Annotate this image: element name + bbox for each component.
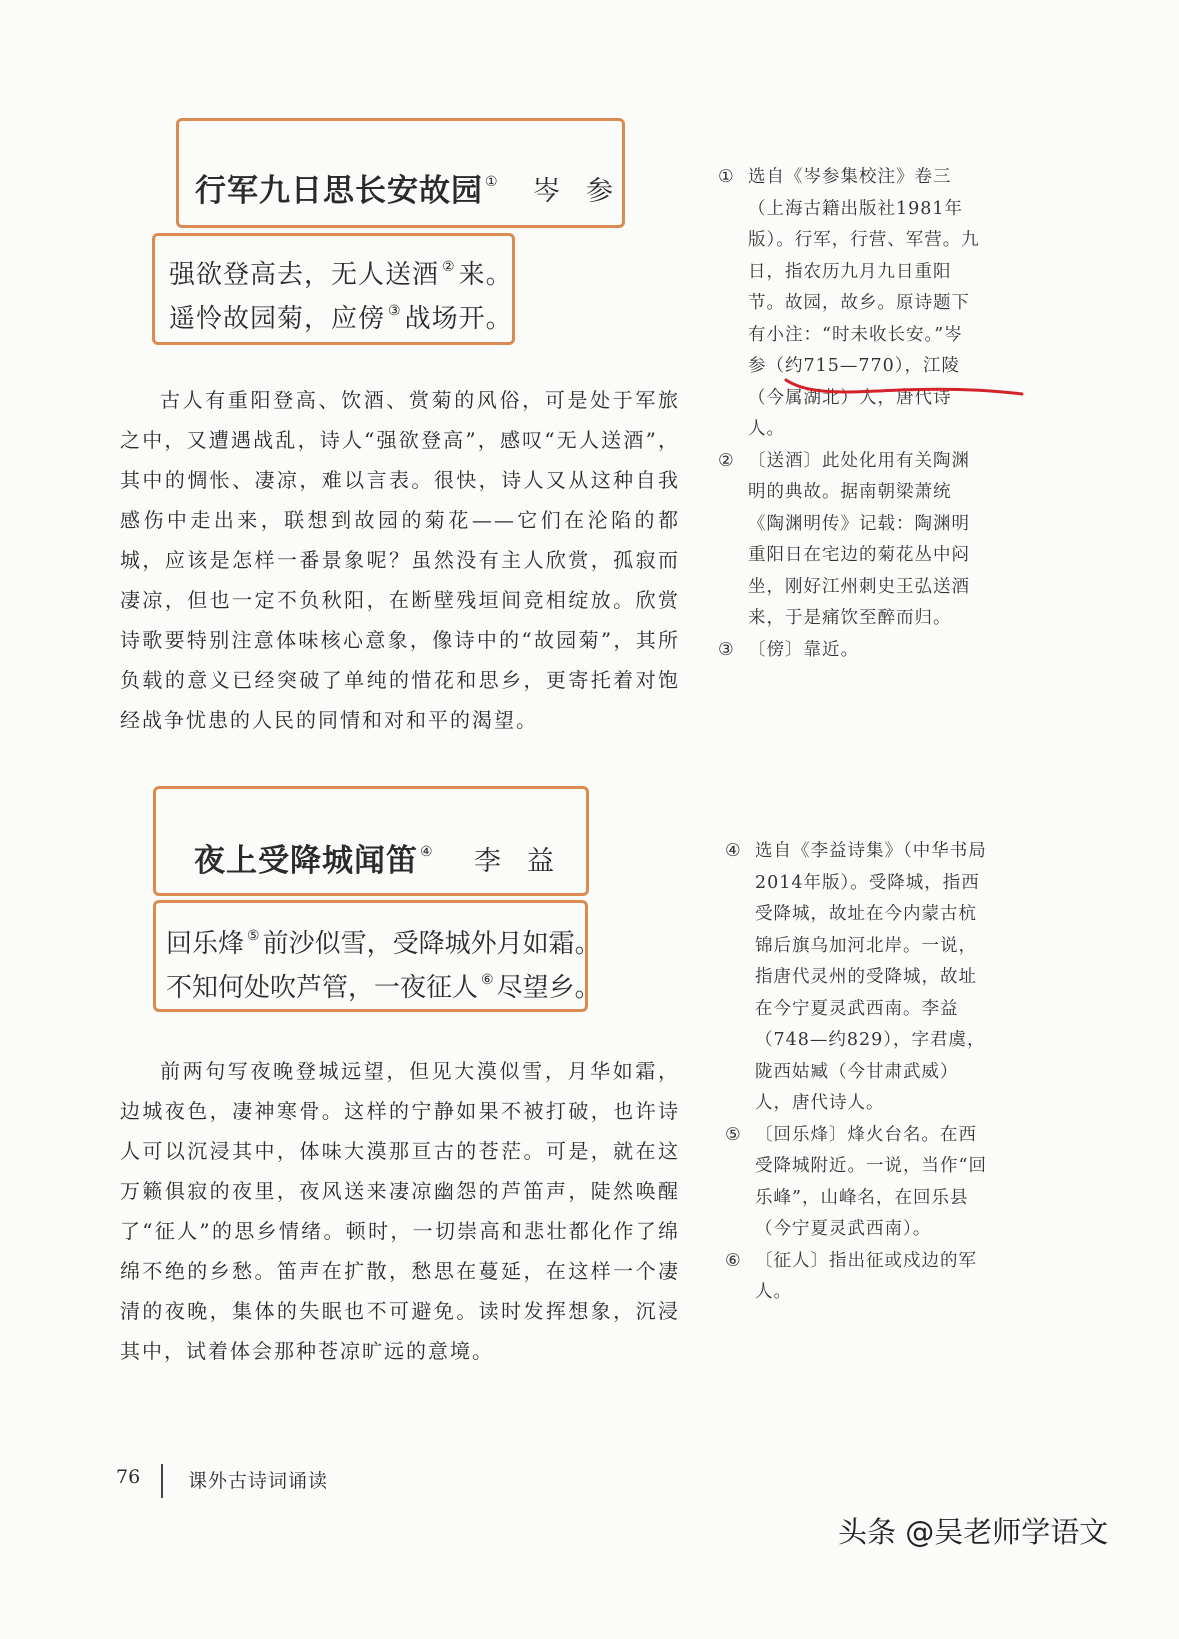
- poem1-verse-box: [152, 233, 515, 345]
- note-5-text: 〔回乐烽〕烽火台名。在西受降城附近。一说，当作“回乐峰”，山峰名，在回乐县（今宁夏灵武西南）。: [755, 1124, 987, 1239]
- poem2-line2-b: 尽望乡。: [496, 973, 601, 1003]
- poem2-title: [194, 835, 434, 880]
- note-4-text: 选自《李益诗集》（中华书局2014年版）。受降城，指西受降城，故址在今内蒙古杭锦后旗乌加河北岸。一说，指唐代灵州的受降城，故址在今宁夏灵武西南。李益（748—约829），字君虞，陇西姑臧（今甘肃武威）人，唐代诗人。: [755, 841, 987, 1113]
- note-2: [718, 446, 980, 635]
- note-1-text: 选自《岑参集校注》卷三（上海古籍出版社1981年版）。行军，行营、军营。九日，指农历九月九日重阳节。故园，故乡。原诗题下有小注：“时未收长安。”岑参（约715—770），江陵（今属湖北）人，唐代诗人。: [748, 167, 980, 439]
- poem1-notes: [718, 162, 980, 666]
- poem2-commentary: [120, 1051, 680, 1371]
- note-1: [718, 162, 980, 446]
- note-5: [725, 1120, 987, 1246]
- note-4: [725, 836, 987, 1120]
- poem2-line2-footnote: ⑥: [481, 972, 494, 988]
- poem2-line2: [166, 967, 601, 1004]
- poem2-line1-b: 前沙似雪，受降城外月如霜。: [262, 929, 601, 959]
- poem1-title: [195, 165, 499, 210]
- poem2-line1-a: 回乐烽: [166, 929, 245, 959]
- poem1-line2: [169, 298, 513, 335]
- poem2-verse-box: [153, 900, 601, 1012]
- poem2-title-footnote: ④: [420, 844, 434, 860]
- poem1-commentary-text: 古人有重阳登高、饮酒、赏菊的风俗，可是处于军旅之中，又遭遇战乱，诗人“强欲登高”，感叹“无人送酒”，其中的惆怅、凄凉，难以言表。很快，诗人又从这种自我感伤中走出来，联想到故园的菊花——它们在沦陷的都城，应该是怎样一番景象呢？虽然没有主人欣赏，孤寂而凄凉，但也一定不负秋阳，在断壁残垣间竞相绽放。欣赏诗歌要特别注意体味核心意象，像诗中的“故园菊”，其所负载的意义已经突破了单纯的惜花和思乡，更寄托着对饱经战争忧患的人民的同情和对和平的渴望。: [120, 388, 680, 732]
- poem1-line1-b: 来。: [458, 260, 513, 290]
- footer-section-title: 课外古诗词诵读: [188, 1470, 329, 1492]
- note-4-number: ④: [725, 841, 742, 861]
- poem2-title-text: 夜上受降城闻笛: [194, 843, 418, 879]
- footer-divider: [161, 1464, 163, 1498]
- poem1-line2-footnote: ③: [388, 303, 402, 319]
- poem1-author: 岑参: [533, 176, 639, 207]
- note-2-number: ②: [718, 450, 735, 471]
- poem1-title-text: 行军九日思长安故园: [195, 173, 483, 209]
- poem1-commentary: [120, 380, 680, 740]
- poem2-line2-a: 不知何处吹芦管，一夜征人: [166, 973, 479, 1003]
- poem2-line1-footnote: ⑤: [247, 928, 260, 944]
- poem2-commentary-text: 前两句写夜晚登城远望，但见大漠似雪，月华如霜，边城夜色，凄神寒骨。这样的宁静如果不被打破，也许诗人可以沉浸其中，体味大漠那亘古的苍茫。可是，就在这万籁俱寂的夜里，夜风送来凄凉幽怨的芦笛声，陡然唤醒了“征人”的思乡情绪。顿时，一切崇高和悲壮都化作了绵绵不绝的乡愁。笛声在扩散，愁思在蔓延，在这样一个凄清的夜晚，集体的失眠也不可避免。读时发挥想象，沉浸其中，试着体会那种苍凉旷远的意境。: [120, 1059, 680, 1363]
- poem2-author: 李益: [474, 846, 580, 877]
- watermark-text: 头条 @吴老师学语文: [838, 1515, 1109, 1549]
- poem2-title-box: [153, 786, 589, 896]
- note-3-text: 〔傍〕靠近。: [748, 639, 859, 660]
- poem1-line1-a: 强欲登高去，无人送酒: [169, 260, 440, 290]
- note-2-text: 〔送酒〕此处化用有关陶渊明的典故。据南朝梁萧统《陶渊明传》记载：陶渊明重阳日在宅边的菊花丛中闷坐，刚好江州刺史王弘送酒来，于是痛饮至醉而归。: [748, 450, 970, 628]
- note-6: [725, 1246, 987, 1309]
- poem1-line1-footnote: ②: [442, 259, 456, 275]
- poem1-title-footnote: ①: [485, 174, 499, 190]
- note-3: [718, 635, 980, 667]
- poem1-line2-a: 遥怜故园菊，应傍: [169, 304, 386, 334]
- poem2-notes: [725, 836, 987, 1309]
- poem2-line1: [166, 923, 601, 960]
- poem1-title-box: [176, 118, 639, 228]
- note-1-number: ①: [718, 167, 735, 187]
- poem1-line1: [169, 254, 513, 291]
- page-number: 76: [116, 1466, 141, 1488]
- red-underline-annotation: [780, 370, 1030, 402]
- note-5-number: ⑤: [725, 1124, 742, 1145]
- poem1-line2-b: 战场开。: [404, 304, 513, 334]
- note-6-text: 〔征人〕指出征或戍边的军人。: [755, 1250, 977, 1302]
- note-6-number: ⑥: [725, 1250, 742, 1271]
- note-3-number: ③: [718, 639, 735, 660]
